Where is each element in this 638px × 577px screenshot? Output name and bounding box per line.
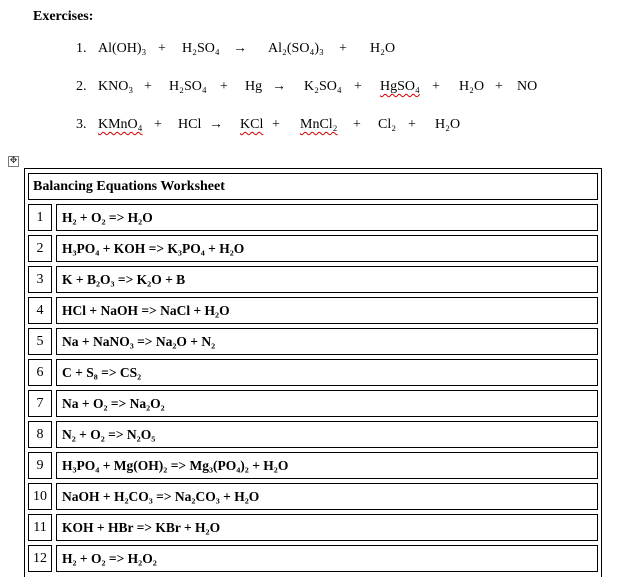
exercise-term: +: [495, 79, 503, 94]
row-number: 10: [28, 483, 52, 510]
exercise-term: H₂O: [370, 41, 396, 56]
exercise-term: +: [432, 79, 440, 94]
exercise-term: Al(OH)₃: [98, 41, 147, 56]
equation-cell: H₃PO₄ + Mg(OH)₂ => Mg₃(PO₄)₂ + H₂O: [56, 452, 598, 479]
exercise-term: HgSO₄: [380, 79, 420, 94]
row-number: 12: [28, 545, 52, 572]
exercise-number: 1.: [76, 41, 87, 56]
row-number: 3: [28, 266, 52, 293]
exercise-term: H₂SO₄: [182, 41, 220, 56]
exercise-term: KMnO₄: [98, 117, 143, 132]
row-number: 7: [28, 390, 52, 417]
exercise-term: +: [154, 117, 162, 132]
equation-cell: Na + NaNO₃ => Na₂O + N₂: [56, 328, 598, 355]
exercise-term: Hg: [245, 79, 263, 94]
equation-cell: H₃PO₄ + KOH => K₃PO₄ + H₂O: [56, 235, 598, 262]
exercise-term: KCl: [240, 117, 264, 132]
row-number: 11: [28, 514, 52, 541]
exercise-term: +: [354, 79, 362, 94]
exercise-number: 3.: [76, 117, 87, 132]
move-arrows-icon[interactable]: ✥: [9, 156, 18, 166]
exercise-term: NO: [517, 79, 538, 94]
equation-cell: H₂ + O₂ => H₂O: [56, 204, 598, 231]
table-title: Balancing Equations Worksheet: [28, 173, 598, 200]
equation-cell: C + S₈ => CS₂: [56, 359, 598, 386]
exercise-term: K₂SO₄: [304, 79, 342, 94]
exercise-term: H₂SO₄: [169, 79, 207, 94]
exercise-term: HCl: [178, 117, 202, 132]
row-number: 2: [28, 235, 52, 262]
exercise-term: +: [158, 41, 166, 56]
exercise-term: H₂O: [435, 117, 461, 132]
exercise-term: +: [220, 79, 228, 94]
exercise-term: +: [339, 41, 347, 56]
equation-cell: NaOH + H₂CO₃ => Na₂CO₃ + H₂O: [56, 483, 598, 510]
equation-cell: N₂ + O₂ => N₂O₅: [56, 421, 598, 448]
exercises-heading: Exercises:: [33, 9, 94, 24]
equation-cell: KOH + HBr => KBr + H₂O: [56, 514, 598, 541]
exercise-term: Cl₂: [378, 117, 397, 132]
exercise-term: Al₂(SO₄)₃: [268, 41, 324, 56]
equation-cell: K + B₂O₃ => K₂O + B: [56, 266, 598, 293]
row-number: 4: [28, 297, 52, 324]
equation-cell: HCl + NaOH => NaCl + H₂O: [56, 297, 598, 324]
exercise-term: H₂O: [459, 79, 485, 94]
equation-cell: Na + O₂ => Na₂O₂: [56, 390, 598, 417]
exercise-term: +: [144, 79, 152, 94]
exercise-term: →: [209, 117, 223, 132]
exercise-term: →: [272, 79, 286, 94]
exercise-term: MnCl₂: [300, 117, 338, 132]
exercise-number: 2.: [76, 79, 87, 94]
equation-cell: H₂ + O₂ => H₂O₂: [56, 545, 598, 572]
row-number: 6: [28, 359, 52, 386]
exercise-term: →: [233, 41, 247, 56]
row-number: 8: [28, 421, 52, 448]
exercise-term: +: [353, 117, 361, 132]
exercise-term: KNO₃: [98, 79, 134, 94]
exercise-term: +: [272, 117, 280, 132]
row-number: 5: [28, 328, 52, 355]
row-number: 1: [28, 204, 52, 231]
exercise-term: +: [408, 117, 416, 132]
row-number: 9: [28, 452, 52, 479]
